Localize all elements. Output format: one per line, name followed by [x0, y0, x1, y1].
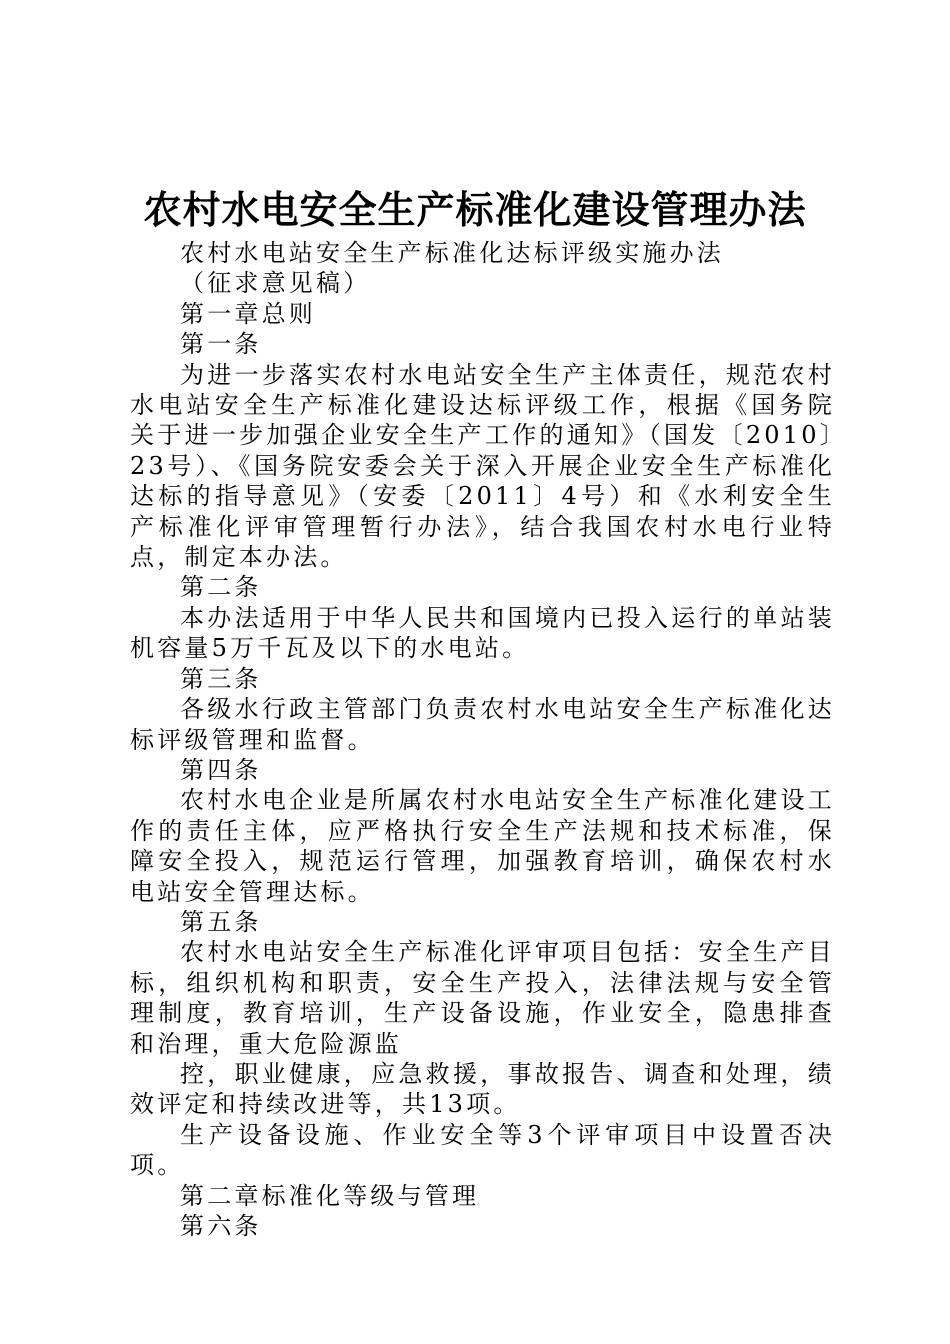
article-heading: 第六条	[180, 1212, 262, 1240]
article-heading: 第四条	[180, 755, 262, 784]
article-paragraph: 农村水电站安全生产标准化评审项目包括：安全生产目标，组织机构和职责，安全生产投入，法律法规与安全管理制度，教育培训，生产设备设施，作业安全，隐患排查和治理，重大危险源监	[130, 938, 835, 1058]
subtitle-paragraph: 农村水电站安全生产标准化达标评级实施办法	[180, 239, 724, 267]
chapter-heading: 第一章总则	[180, 299, 316, 328]
article-heading: 第二条	[180, 573, 262, 602]
draft-note-paragraph: （征求意见稿）	[180, 269, 371, 298]
document-body	[130, 238, 835, 1241]
article-paragraph: 各级水行政主管部门负责农村水电站安全生产标准化达标评级管理和监督。	[130, 695, 835, 754]
article-paragraph: 生产设备设施、作业安全等3个评审项目中设置否决项。	[130, 1120, 835, 1180]
article-heading: 第三条	[180, 664, 262, 693]
article-paragraph: 控，职业健康，应急救援，事故报告、调查和处理，绩效评定和持续改进等，共13项。	[130, 1059, 835, 1119]
chapter-heading: 第二章标准化等级与管理	[180, 1181, 480, 1210]
article-heading: 第一条	[180, 330, 262, 359]
article-paragraph: 农村水电企业是所属农村水电站安全生产标准化建设工作的责任主体，应严格执行安全生产法规和技术标准，保障安全投入，规范运行管理，加强教育培训，确保农村水电站安全管理达标。	[130, 786, 835, 906]
article-paragraph: 为进一步落实农村水电站安全生产主体责任，规范农村水电站安全生产标准化建设达标评级工作，根据《国务院关于进一步加强企业安全生产工作的通知》（国发〔2010〕23号）、《国务院安委会关于深入开展企业安全生产标准化达标的指导意见》（安委〔2011〕4号）和《水利安全生产标准化评审管理暂行办法》，结合我国农村水电行业特点，制定本办法。	[130, 360, 835, 572]
article-heading: 第五条	[180, 907, 262, 936]
article-paragraph: 本办法适用于中华人民共和国境内已投入运行的单站装机容量5万千瓦及以下的水电站。	[130, 603, 835, 663]
document-title: 农村水电安全生产标准化建设管理办法	[143, 187, 807, 232]
